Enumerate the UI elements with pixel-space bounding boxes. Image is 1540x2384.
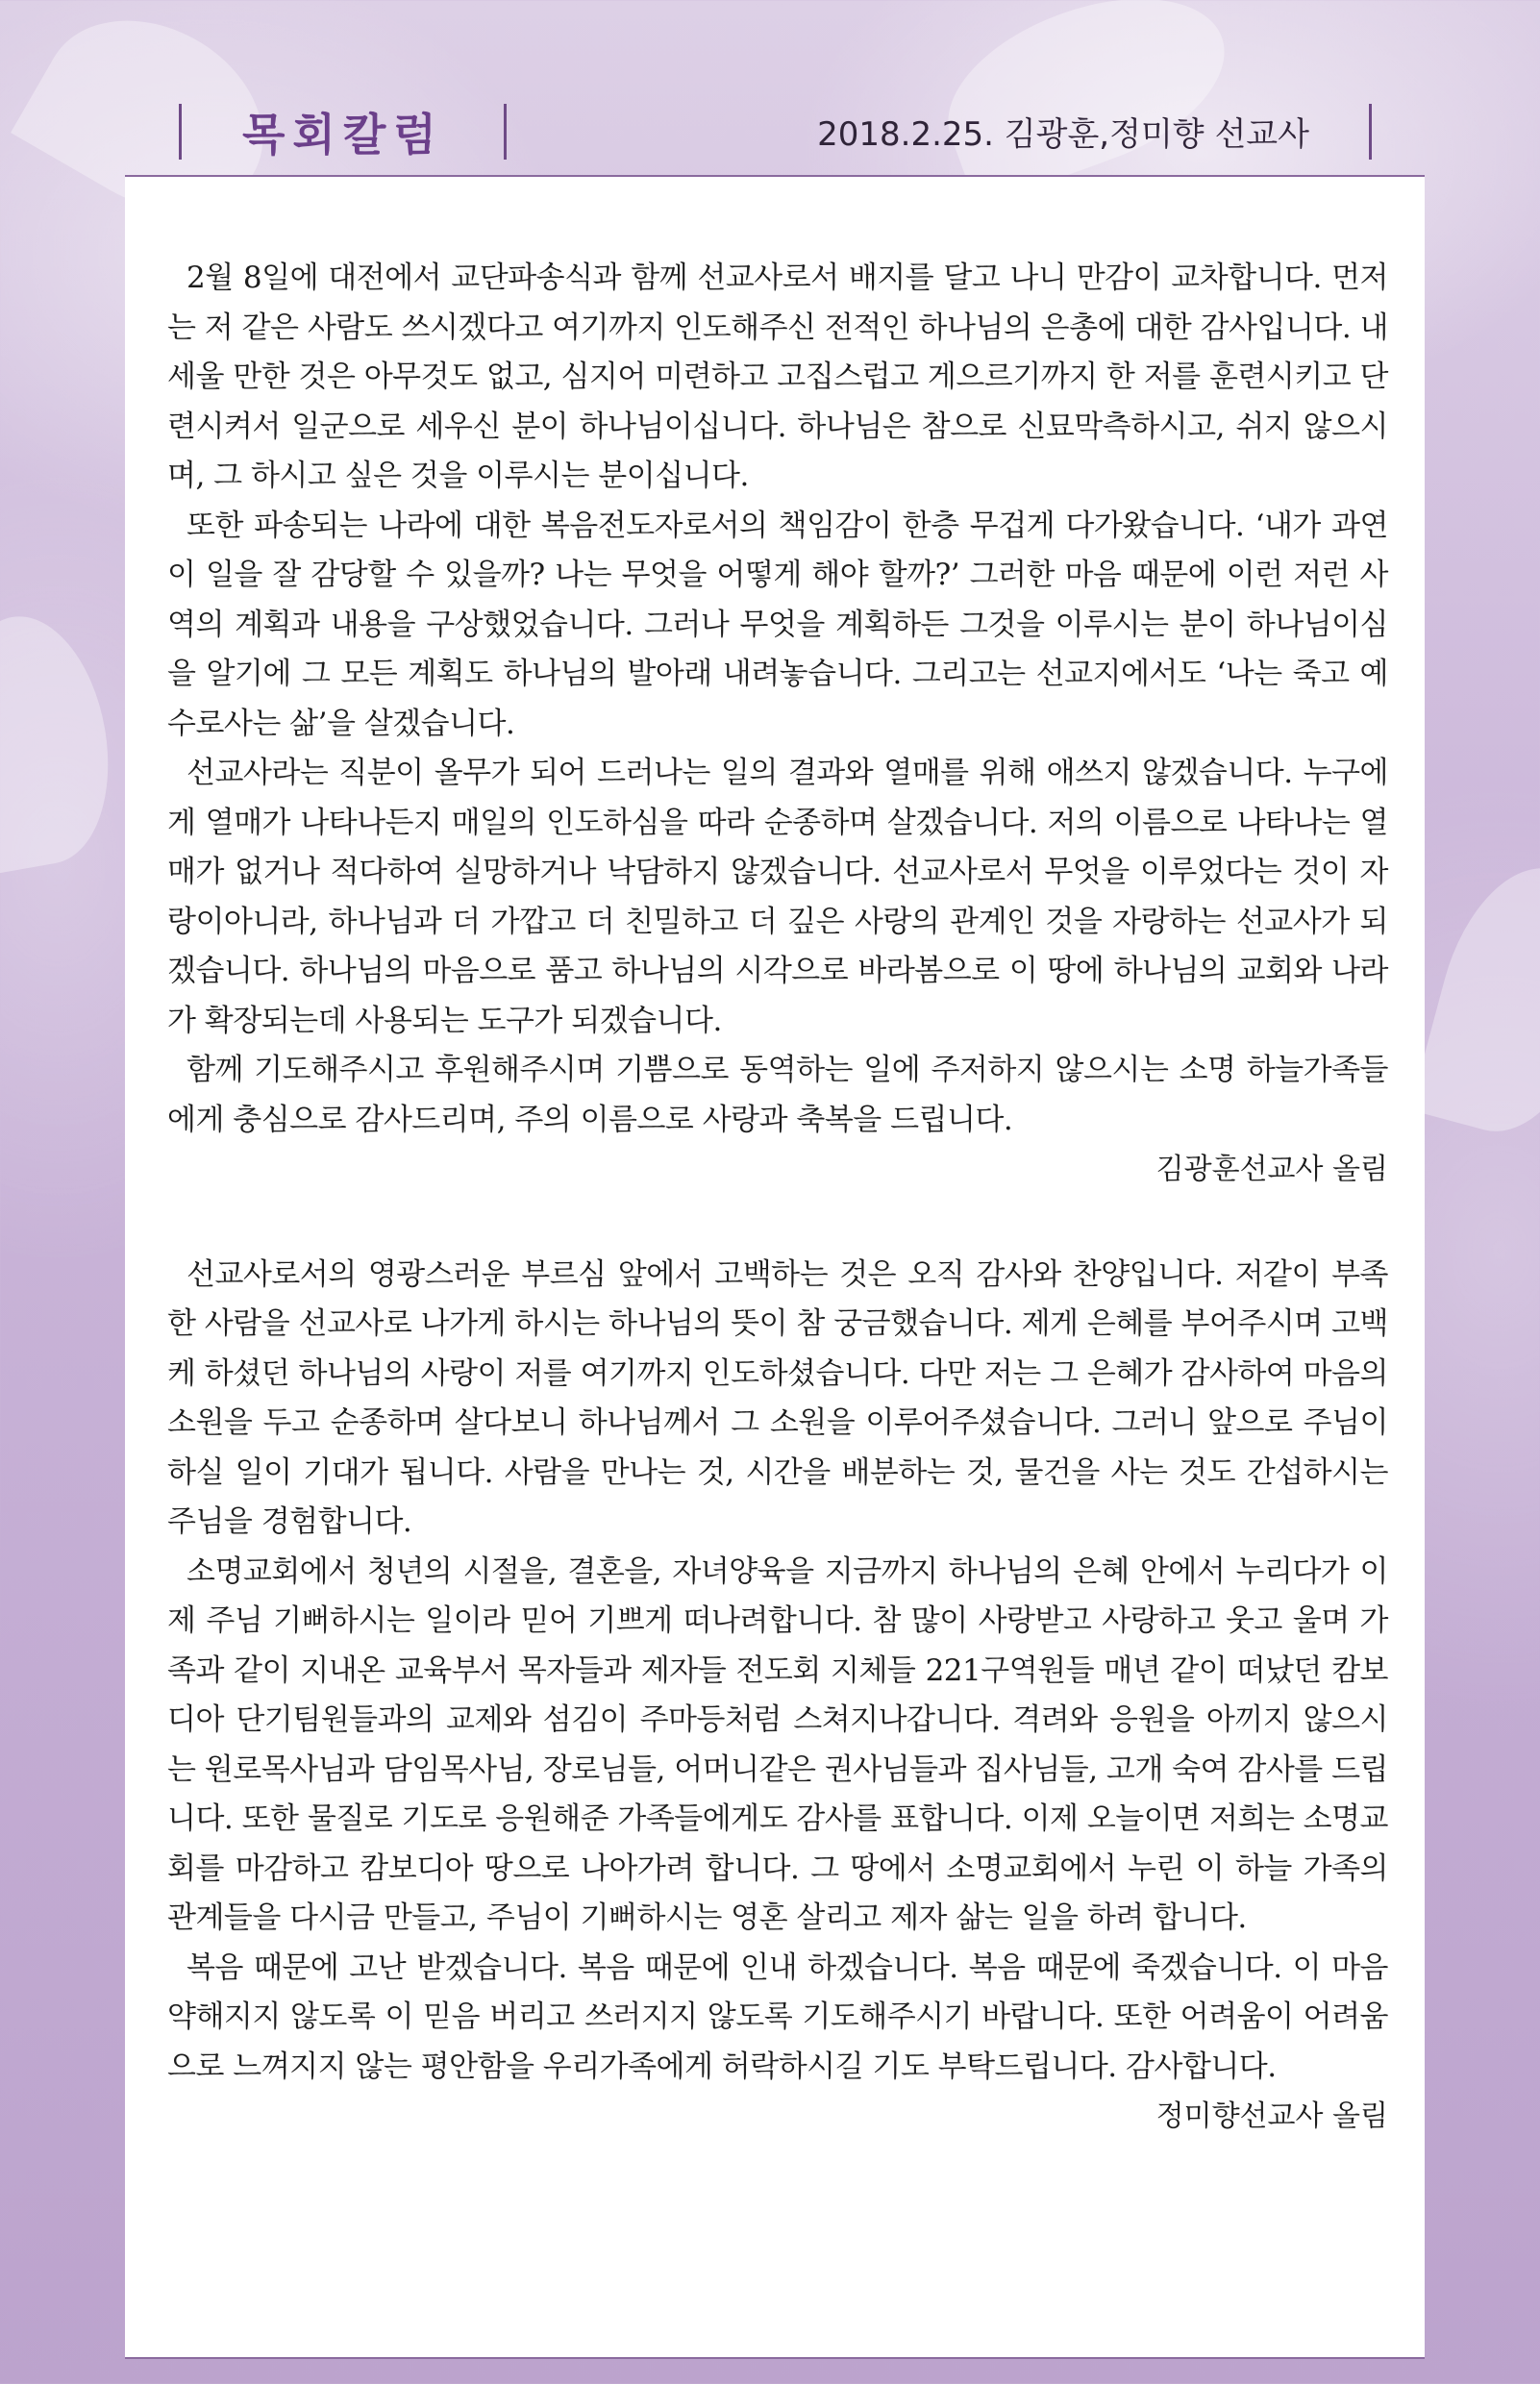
background-petal [1409,850,1540,1150]
header-divider-left [179,104,182,160]
background-petal [0,605,126,876]
header-divider-mid [504,104,507,160]
article-panel [125,175,1425,2359]
letter2-paragraph: 선교사로서의 영광스러운 부르심 앞에서 고백하는 것은 오직 감사와 찬양입니다. 저같이 부족한 사람을 선교사로 나가게 하시는 하나님의 뜻이 참 궁금했습니다. 제게 은혜를 부어주시며 고백케 하셨던 하나님의 사랑이 저를 여기까지 인도하셨습니다. 다만 저는 그 은혜가 감사하여 마음의 소원을 두고 순종하며 살다보니 하나님께서 그 소원을 이루어주셨습니다. 그러니 앞으로 주님이 하실 일이 기대가 됩니다. 사람을 만나는 것, 시간을 배분하는 것, 물건을 사는 것도 간섭하시는 주님을 경험합니다. [167,1256,1388,1539]
letter1-signature: 김광훈선교사 올림 [1155,1153,1388,1186]
letter1-paragraph: 함께 기도해주시고 후원해주시며 기쁨으로 동역하는 일에 주저하지 않으시는 소명 하늘가족들에게 충심으로 감사드리며, 주의 이름으로 사랑과 축복을 드립니다. [167,1053,1388,1137]
header-divider-right [1369,104,1372,160]
letter1-paragraph: 2월 8일에 대전에서 교단파송식과 함께 선교사로서 배지를 달고 나니 만감이 교차합니다. 먼저는 저 같은 사람도 쓰시겠다고 여기까지 인도해주신 전적인 하나님의 은총에 대한 감사입니다. 내세울 만한 것은 아무것도 없고, 심지어 미련하고 고집스럽고 게으르기까지 한 저를 훈련시키고 단련시켜서 일군으로 세우신 분이 하나님이십니다. 하나님은 참으로 신묘막측하시고, 쉬지 않으시며, 그 하시고 싶은 것을 이루시는 분이십니다. [167,261,1388,493]
article-body [167,254,1388,2142]
column-header [0,0,1540,163]
letter2-paragraph: 소명교회에서 청년의 시절을, 결혼을, 자녀양육을 지금까지 하나님의 은혜 안에서 누리다가 이제 주님 기뻐하시는 일이라 믿어 기쁘게 떠나려합니다. 참 많이 사랑받고 사랑하고 웃고 울며 가족과 같이 지내온 교육부서 목자들과 제자들 전도회 지체들 221구역원들 매년 같이 떠났던 캄보디아 단기팀원들과의 교제와 섬김이 주마등처럼 스쳐지나갑니다. 격려와 응원을 아끼지 않으시는 원로목사님과 담임목사님, 장로님들, 어머니같은 권사님들과 집사님들, 고개 숙여 감사를 드립니다. 또한 물질로 기도로 응원해준 가족들에게도 감사를 표합니다. 이제 오늘이면 저희는 소명교회를 마감하고 캄보디아 땅으로 나아가려 합니다. 그 땅에서 소명교회에서 누린 이 하늘 가족의 관계들을 다시금 만들고, 주님이 기뻐하시는 영혼 살리고 제자 삶는 일을 하려 합니다. [167,1553,1388,1935]
section-gap [167,1195,1388,1251]
letter2-paragraph: 복음 때문에 고난 받겠습니다. 복음 때문에 인내 하겠습니다. 복음 때문에 죽겠습니다. 이 마음 약해지지 않도록 이 믿음 버리고 쓰러지지 않도록 기도해주시기 바랍니다. 또한 어려움이 어려움으로 느껴지지 않는 평안함을 우리가족에게 허락하시길 기도 부탁드립니다. 감사합니다. [167,1949,1388,2084]
letter2-signature: 정미향선교사 올림 [1155,2099,1388,2133]
letter1-paragraph: 또한 파송되는 나라에 대한 복음전도자로서의 책임감이 한층 무겁게 다가왔습니다. ‘내가 과연 이 일을 잘 감당할 수 있을까? 나는 무엇을 어떻게 해야 할까?’ 그러한 마음 때문에 이런 저런 사역의 계획과 내용을 구상했었습니다. 그러나 무엇을 계획하든 그것을 이루시는 분이 하나님이심을 알기에 그 모든 계획도 하나님의 발아래 내려놓습니다. 그리고는 선교지에서도 ‘나는 죽고 예수로사는 삶’을 살겠습니다. [167,508,1388,741]
letter1-paragraph: 선교사라는 직분이 올무가 되어 드러나는 일의 결과와 열매를 위해 애쓰지 않겠습니다. 누구에게 열매가 나타나든지 매일의 인도하심을 따라 순종하며 살겠습니다. 저의 이름으로 나타나는 열매가 없거나 적다하여 실망하거나 낙담하지 않겠습니다. 선교사로서 무엇을 이루었다는 것이 자랑이아니라, 하나님과 더 가깝고 더 친밀하고 더 깊은 사랑의 관계인 것을 자랑하는 선교사가 되겠습니다. 하나님의 마음으로 품고 하나님의 시각으로 바라봄으로 이 땅에 하나님의 교회와 나라가 확장되는데 사용되는 도구가 되겠습니다. [167,756,1388,1038]
column-title: 목회칼럼 [242,109,444,161]
date-author-line: 2018.2.25. 김광훈,정미향 선교사 [817,115,1309,154]
